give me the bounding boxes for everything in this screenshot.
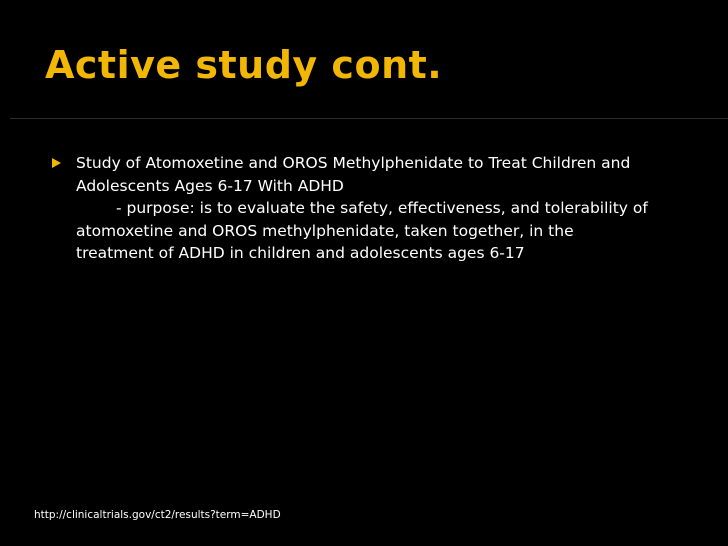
triangle-bullet-icon (52, 158, 61, 168)
slide-content (52, 152, 692, 265)
title-band (0, 0, 728, 110)
bullet-line-4: atomoxetine and OROS methylphenidate, taken together, in the (76, 221, 574, 240)
bullet-item (52, 152, 692, 265)
slide-title: Active study cont. (45, 43, 443, 87)
title-divider (10, 118, 728, 119)
source-link[interactable]: http://clinicaltrials.gov/ct2/results?term=ADHD (34, 509, 281, 521)
bullet-line-3: - purpose: is to evaluate the safety, effectiveness, and tolerability of (116, 199, 648, 217)
bullet-line-5: treatment of ADHD in children and adolescents ages 6-17 (76, 244, 525, 262)
bullet-line-1: Study of Atomoxetine and OROS Methylphenidate to Treat Children and (76, 154, 631, 172)
bullet-line-2: Adolescents Ages 6-17 With ADHD (76, 176, 344, 195)
